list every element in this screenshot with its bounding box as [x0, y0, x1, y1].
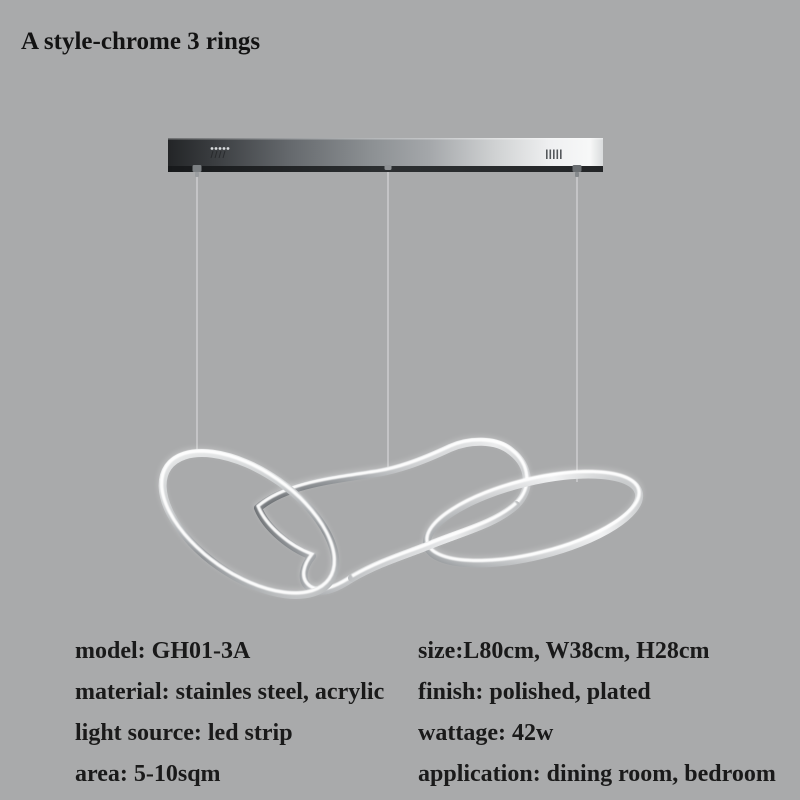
spec-model: model: GH01-3A — [75, 638, 251, 664]
spec-column-right — [418, 631, 776, 795]
spec-wattage: wattage: 42w — [418, 720, 554, 746]
spec-application: application: dining room, bedroom — [418, 761, 776, 787]
spec-light-source: light source: led strip — [75, 720, 293, 746]
page-title: A style-chrome 3 rings — [21, 28, 261, 55]
spec-material: material: stainles steel, acrylic — [75, 679, 385, 705]
spec-column-left — [75, 631, 384, 795]
spec-finish: finish: polished, plated — [418, 679, 651, 705]
ring-right — [418, 454, 647, 582]
ceiling-mount-bar — [168, 138, 603, 177]
ring-center — [258, 440, 527, 591]
spec-area: area: 5-10sqm — [75, 761, 221, 787]
suspension-wires — [197, 167, 577, 482]
spec-size: size:L80cm, W38cm, H28cm — [418, 638, 710, 664]
